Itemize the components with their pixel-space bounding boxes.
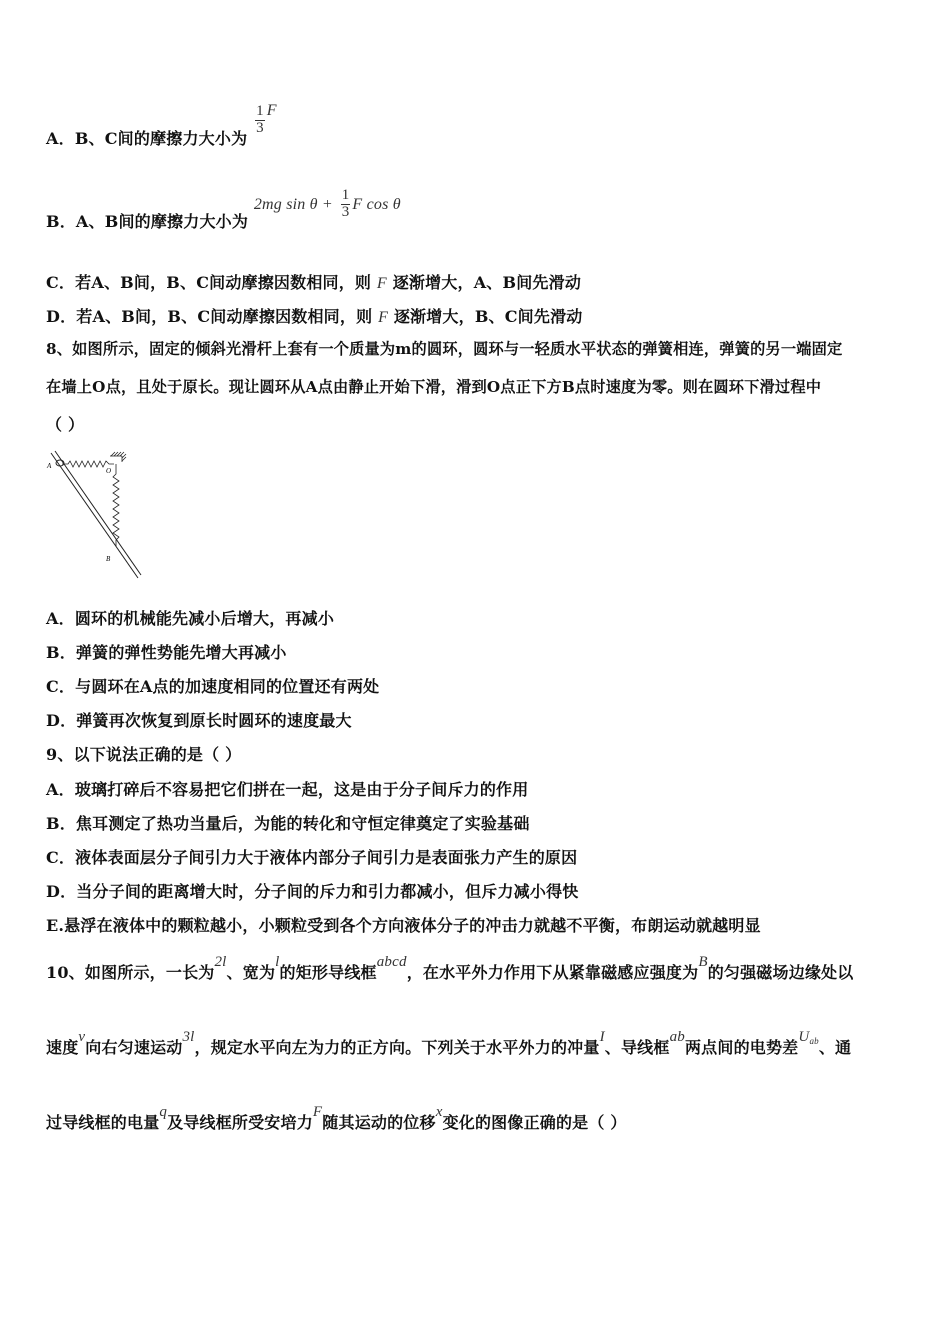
- math-U-subscript: ab: [809, 1036, 819, 1046]
- q9-option-d: D．当分子间的距离增大时，分子间的斥力和引力都减小，但斥力减小得快: [46, 882, 579, 901]
- q8-option-d: D．弹簧再次恢复到原长时圆环的速度最大: [46, 711, 352, 730]
- q10-text: 两点间的电势差: [684, 1038, 799, 1057]
- fraction-numerator: 1: [256, 103, 264, 119]
- q10-text: 变化的图像正确的是（ ）: [442, 1113, 627, 1132]
- label-o: O: [106, 467, 112, 475]
- q8-incline-spring-figure: [44, 450, 144, 585]
- q10-text: 10、如图所示，一长为: [46, 963, 215, 982]
- q9-option-a: A．玻璃打碎后不容易把它们拼在一起，这是由于分子间斥力的作用: [46, 780, 529, 799]
- q7-option-d-text-end: 逐渐增大，B、C间先滑动: [393, 307, 583, 326]
- q7-option-a-text: A．B、C间的摩擦力大小为: [46, 128, 248, 148]
- label-b: B: [106, 555, 111, 563]
- fraction-denominator: 3: [256, 119, 264, 136]
- q8-option-a: A．圆环的机械能先减小后增大，再减小: [46, 609, 335, 628]
- q9-option-b: B．焦耳测定了热功当量后，为能的转化和守恒定律奠定了实验基础: [46, 814, 530, 833]
- label-a: A: [47, 462, 52, 470]
- variable-F: F: [376, 275, 387, 292]
- q10-text: 及导线框所受安培力: [167, 1113, 313, 1132]
- q7-option-c-text-start: C．若A、B间，B、C间动摩擦因数相同，则: [46, 273, 372, 292]
- q10-text: 的矩形导线框: [279, 963, 377, 982]
- q7-option-b-text: B．A、B间的摩擦力大小为: [46, 211, 249, 231]
- wall-hatch: [110, 452, 126, 462]
- fraction-numerator: 1: [341, 187, 350, 203]
- q10-text: ，规定水平向左为力的正方向。下列关于水平外力的冲量: [194, 1038, 600, 1057]
- q7-option-b: [46, 187, 401, 231]
- q10-text: 速度: [46, 1038, 79, 1057]
- math-3l: 3l: [182, 1029, 195, 1045]
- q10-text: ，在水平外力作用下从紧靠磁感应强度为: [406, 963, 699, 982]
- q7-option-d-text-start: D．若A、B间，B、C间动摩擦因数相同，则: [46, 307, 373, 326]
- q7-option-a: [46, 101, 277, 148]
- q7-option-a-fraction: [255, 104, 265, 137]
- q9-option-c: C．液体表面层分子间引力大于液体内部分子间引力是表面张力产生的原因: [46, 848, 578, 867]
- math-q: q: [159, 1104, 168, 1120]
- q10-text: 过导线框的电量: [46, 1113, 160, 1132]
- q10-text: 、通: [818, 1038, 852, 1057]
- q10-text: 、宽为: [226, 963, 276, 982]
- q7-option-c-text-end: 逐渐增大，A、B间先滑动: [392, 273, 582, 292]
- q8-stem-line-1: 8、如图所示，固定的倾斜光滑杆上套有一个质量为m的圆环，圆环与一轻质水平状态的弹簧相连，弹簧的另一端固定: [46, 340, 843, 358]
- q7-option-b-expression-end: F cos θ: [352, 195, 401, 213]
- incline-rod: [51, 451, 141, 578]
- math-ab: ab: [669, 1029, 685, 1045]
- q8-option-c: C．与圆环在A点的加速度相同的位置还有两处: [46, 677, 380, 696]
- q8-option-b: B．弹簧的弹性势能先增大再减小: [46, 643, 287, 662]
- q10-text: 随其运动的位移: [322, 1113, 436, 1132]
- math-v: v: [78, 1029, 86, 1045]
- q9-stem: 9、以下说法正确的是（ ）: [46, 745, 242, 764]
- math-F: F: [312, 1104, 323, 1120]
- math-x: x: [435, 1104, 443, 1120]
- q10-stem-line-1: [46, 954, 854, 983]
- q10-stem-line-2: [46, 1029, 852, 1058]
- math-U: U: [798, 1029, 810, 1045]
- q8-stem-line-2: 在墙上O点，且处于原长。现让圆环从A点由静止开始下滑，滑到O点正下方B点时速度为零。则在圆环下滑过程中: [46, 378, 822, 396]
- variable-F: F: [266, 101, 277, 119]
- q10-stem-line-3: [46, 1104, 627, 1133]
- q7-option-d: [46, 304, 583, 327]
- vertical-spring: [113, 464, 119, 546]
- fraction-denominator: 3: [341, 203, 350, 220]
- q10-text: 、导线框: [604, 1038, 670, 1057]
- q7-option-b-fraction: [341, 188, 351, 221]
- variable-F: F: [378, 309, 389, 326]
- math-l: l: [275, 954, 280, 970]
- math-I: I: [599, 1029, 605, 1045]
- math-B: B: [698, 954, 708, 970]
- q7-option-c: [46, 270, 581, 293]
- q7-option-b-expression-start: 2mg sin θ +: [253, 195, 333, 213]
- q10-text: 向右匀速运动: [85, 1038, 183, 1057]
- math-abcd: abcd: [376, 954, 407, 970]
- q10-text: 的匀强磁场边缘处以: [707, 963, 854, 982]
- q8-answer-bracket: （ ）: [46, 415, 85, 434]
- math-2l: 2l: [214, 954, 227, 970]
- q9-option-e: E.悬浮在液体中的颗粒越小，小颗粒受到各个方向液体分子的冲击力就越不平衡，布朗运动就越明显: [46, 916, 761, 935]
